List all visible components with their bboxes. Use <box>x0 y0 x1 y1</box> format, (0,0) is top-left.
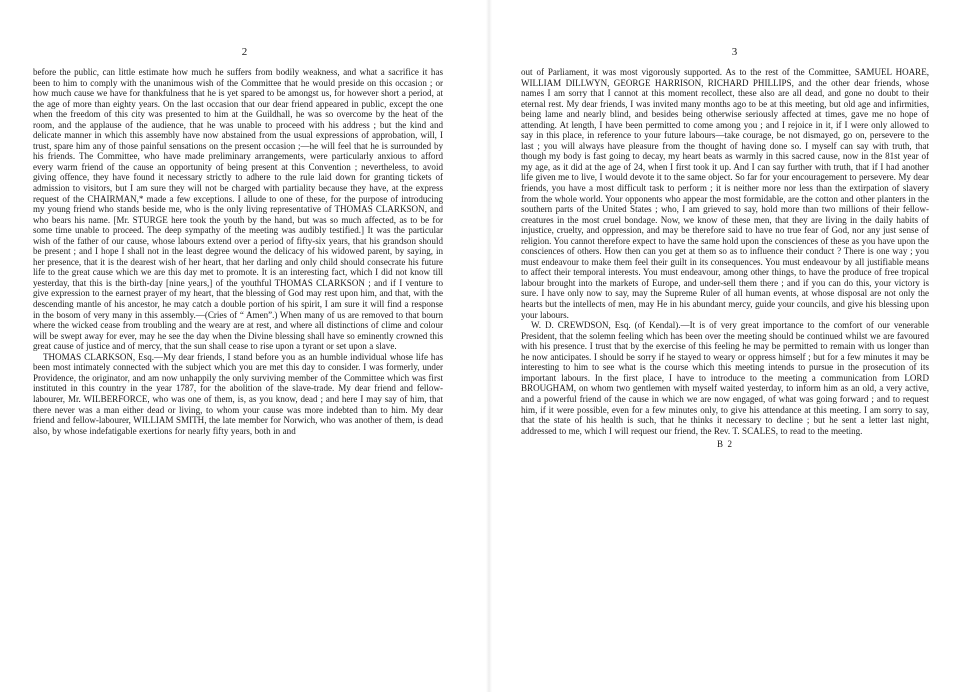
signature-mark: B 2 <box>717 439 733 450</box>
left-paragraph-1: before the public, can little estimate how much he suffers from bodily weakness, and what a sacrifice it has been to him to comply with the unanimous wish of the Committee that he would preside on this occasion ; or how much cause we have for thankfulness that he is yet spared to be amongst us, for however short a period, at the age of more than eighty years. On the last occasion that our dear friend appeared in public, except the one when the freedom of this city was presented to him at the Guildhall, he was so overcome by the heat of the room, and the applause of the audience, that he was unable to proceed with his address ; but the kind and delicate manner in which this assembly have now abstained from the usual expressions of approbation, will, I trust, spare him any of those painful sensations on the present occasion ;—he will feel that he is surrounded by his friends. The Committee, who have made preliminary arrangements, were particularly anxious to afford every warm friend of the cause an opportunity of being present at this Convention ; nevertheless, to avoid giving offence, they have found it necessary strictly to adhere to the rule laid down for granting tickets of admission to visitors, but I am sure they will not be charged with partiality because they have, at the express request of the CHAIRMAN,* made a few exceptions. I allude to one of these, for the purpose of introducing my young friend who stands beside me, who is the only living representative of THOMAS CLARKSON, and who bears his name. [Mr. STURGE here took the youth by the hand, but was so much affected, as to be for some time unable to proceed. The deep sympathy of the meeting was audibly testified.] It was the particular wish of the father of our cause, whose labours extend over a period of fifty-six years, that his grandson should be present ; and I hope I shall not in the least degree wound the delicacy of his widowed parent, by saying, in her presence, that it is the dearest wish of her heart, that her darling and only child should consecrate his future life to the great cause which we are this day met to promote. It is an interesting fact, which I did not know till yesterday, that this is the birth-day [nine years,] of the youthful THOMAS CLARKSON ; and if I venture to give expression to the earnest prayer of my heart, that the blessing of God may rest upon him, and that, with the descending mantle of his ancestor, he may catch a double portion of his spirit, I am sure it will find a response in the bosom of very many in this assembly.—(Cries of “ Amen”.) When many of us are removed to that bourn where the wicked cease from troubling and the weary are at rest, and where all distinctions of clime and colour will be swept away for ever, may he see the day when the Divine blessing shall have so eminently crowned this great cause of justice and of mercy, that the sun shall cease to rise upon a tyrant or set upon a slave. <box>33 67 443 352</box>
right-page-number: 3 <box>731 46 739 58</box>
left-page-text <box>33 67 443 436</box>
left-paragraph-2: THOMAS CLARKSON, Esq.—My dear friends, I stand before you as an humble individual whose life has been most intimately connected with the subject which you are met this day to consider. I was formerly, under Providence, the originator, and am now unhappily the only surviving member of the Committee which was first instituted in this country in the year 1787, for the abolition of the slave-trade. My dear friend and fellow-labourer, Mr. WILBERFORCE, who was one of them, is, as you know, dead ; and here I may say of him, that there never was a man either dead or living, to whom your cause was more indebted than to him. My dear friend and fellow-labourer, WILLIAM SMITH, the late member for Norwich, who was another of them, is dead also, by whose indefatigable exertions for nearly fifty years, both in and <box>33 351 443 436</box>
right-paragraph-2: W. D. CREWDSON, Esq. (of Kendal).—It is of very great importance to the comfort of our venerable President, that the solemn feeling which has been over the meeting should be continued whilst we are favoured with his presence. I trust that by the exercise of this feeling he may be permitted to remain with us longer than he now anticipates. I should be sorry if he stayed to weary or oppress himself ; but for a few minutes it may be interesting to him to see what is the course which this meeting intends to pursue in the prosecution of its important labours. In the first place, I have to introduce to the meeting a communication from LORD BROUGHAM, on whom two gentlemen with myself waited yesterday, to inform him as an old, a very active, and a powerful friend of the cause in which we are now engaged, of what was going forward ; and to request him, if it were possible, even for a few minutes only, to give his attendance at this meeting. I am sorry to say, that the state of his health is such, that he thinks it necessary to decline ; but he sent a letter last night, addressed to me, which I will request our friend, the Rev. T. SCALES, to read to the meeting. <box>521 320 929 436</box>
right-page <box>490 0 980 692</box>
right-paragraph-1: out of Parliament, it was most vigorously supported. As to the rest of the Committee, SAMUEL HOARE, WILLIAM DILLWYN, GEORGE HARRISON, RICHARD PHILLIPS, and the other dear friends, whose names I am sorry that I cannot at this moment recollect, these also are all dead, and gone no doubt to their eternal rest. My dear friends, I was invited many months ago to be at this meeting, but old age and infirmities, being lame and nearly blind, and besides being otherwise seriously affected at times, gave me no hope of attending. At length, I have been permitted to come among you ; and I rejoice in it, if I were only allowed to say in this place, in reference to your future labours—take courage, be not dismayed, go on, persevere to the last ; you will always have pleasure from the thought of having done so. I myself can say with truth, that though my body is fast going to decay, my heart beats as warmly in this sacred cause, now in the 81st year of my age, as it did at the age of 24, when I first took it up. And I can say further with truth, that if I had another life given me to live, I would devote it to the same object. So far for your encouragement to persevere. My dear friends, you have a most difficult task to perform ; it is neither more nor less than the extirpation of slavery from the whole world. Your opponents who appear the most formidable, are the cotton and other planters in the southern parts of the United States ; who, I am grieved to say, hold more than two millions of their fellow-creatures in the most cruel bondage. Now, we know of these men, that they are living in the daily habits of injustice, cruelty, and oppression, and may be therefore said to have no true fear of God, nor any just sense of religion. You cannot therefore expect to have the same hold upon the consciences of these as you have upon the consciences of others. How then can you get at them so as to influence their conduct ? There is one way ; you must endeavour to make them feel their guilt in its consequences. You must endeavour by all justifiable means to affect their temporal interests. You must endeavour, among other things, to have the produce of free tropical labour brought into the markets of Europe, and under-sell them there ; and if you can do this, your victory is sure. I have only now to say, may the Supreme Ruler of all human events, at whose disposal are not only the hearts but the intellects of men, may He in his abundant mercy, guide your councils, and give his blessing upon your labours. <box>521 67 929 320</box>
left-page-number: 2 <box>241 46 249 58</box>
right-page-text <box>521 67 929 450</box>
